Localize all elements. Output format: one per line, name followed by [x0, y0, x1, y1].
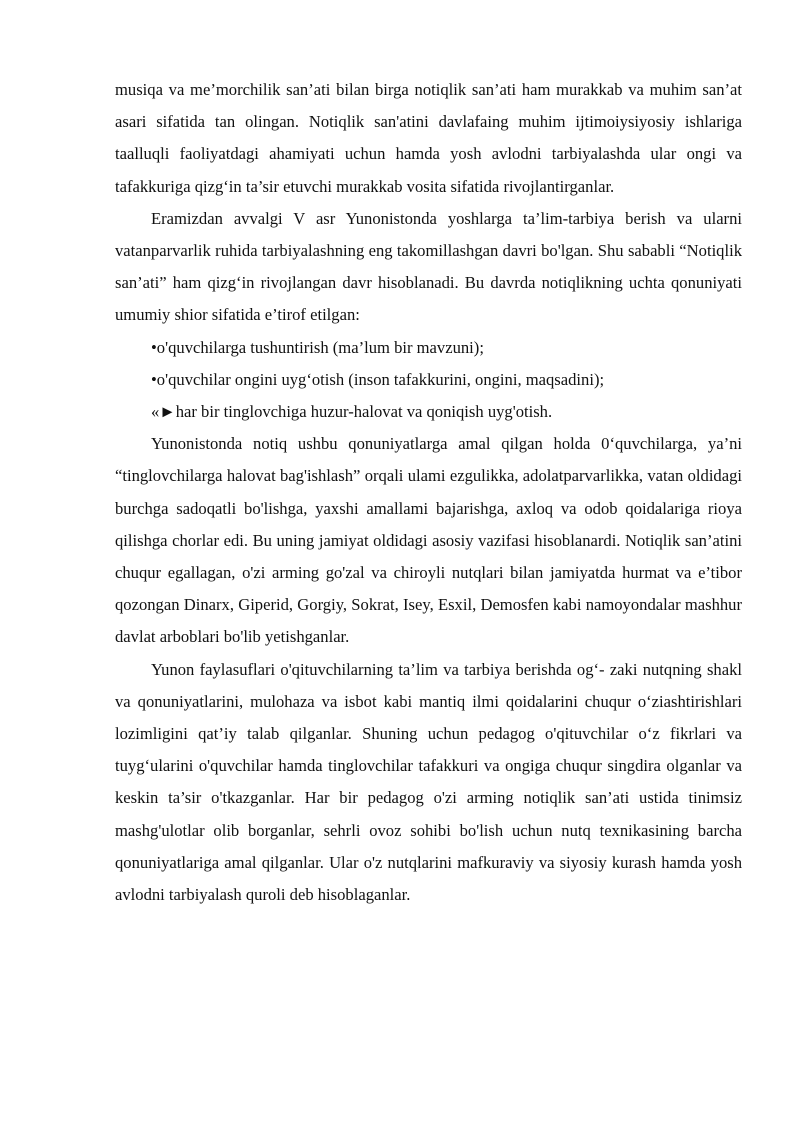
document-page [115, 74, 742, 911]
list-item: •o'quvchilarga tushuntirish (ma’lum bir mavzuni); [151, 337, 484, 357]
list-item: •o'quvchilar ongini uyg‘otish (inson tafakkurini, ongini, maqsadini); [151, 369, 605, 389]
principles-list [115, 332, 742, 429]
list-item: «►har bir tinglovchiga huzur-halovat va qoniqish uyg'otish. [151, 402, 553, 422]
paragraph-eramizdan: Eramizdan avvalgi V asr Yunonistonda yoshlarga ta’lim-tarbiya berish va ularni vatanparvarlik ruhida tarbiyalashning eng takomillashgan davri bo'lgan. Shu sababli “Notiqlik san’ati” ham qizg‘in rivojlangan davr hisoblanadi. Bu davrda notiqlikning uchta qonuniyati umumiy shior sifatida e’tirof etilgan: [115, 208, 742, 325]
paragraph-yunonistonda: Yunonistonda notiq ushbu qonuniyatlarga amal qilgan holda 0‘quvchilarga, ya’ni “tinglovchilarga halovat bag'ishlash” orqali ulami ezgulikka, adolatparvarlikka, vatan oldidagi burchga sadoqatli bo'lishga, yaxshi amallami bajarishga, axloq va odob qoidalariga rioya qilishga chorlar edi. Bu uning jamiyat oldidagi asosiy vazifasi hisoblanardi. Notiqlik san’atini chuqur egallagan, o'zi arming go'zal va chiroyli nutqlari bilan jamiyatda hurmat va e’tibor qozongan Dinarx, Giperid, Gorgiy, Sokrat, Isey, Esxil, Demosfen kabi namoyondalar mashhur davlat arboblari bo'lib yetishganlar. [115, 434, 742, 647]
paragraph-continuation: musiqa va me’morchilik san’ati bilan birga notiqlik san’ati ham murakkab va muhim san’at asari sifatida tan olingan. Notiqlik san'atini davlafaing muhim ijtimoiysiyosiy ishlariga taalluqli faoliyatdagi ahamiyati uchun hamda yosh avlodni tarbiyalashda ular ongi va tafakkuriga qizg‘in ta’sir etuvchi murakkab vosita sifatida rivojlantirganlar. [115, 80, 742, 196]
paragraph-yunon-faylasuflari: Yunon faylasuflari o'qituvchilarning ta’lim va tarbiya berishda og‘- zaki nutqning shakl va qonuniyatlarini, mulohaza va isbot kabi mantiq ilmi qoidalarini chuqur o‘ziashtirishlari lozimligini qat’iy talab qilganlar. Shuning uchun pedagog o'qituvchilar o‘z fikrlari va tuyg‘ularini o'quvchilar hamda tinglovchilar tafakkuri va ongiga chuqur singdira olganlar va keskin ta’sir o'tkazganlar. Har bir pedagog o'zi arming notiqlik san’ati ustida tinimsiz mashg'ulotlar olib borganlar, sehrli ovoz sohibi bo'lish uchun nutq texnikasining barcha qonuniyatlariga amal qilganlar. Ular o'z nutqlarini mafkuraviy va siyosiy kurash hamda yosh avlodni tarbiyalash quroli deb hisoblaganlar. [115, 659, 742, 905]
